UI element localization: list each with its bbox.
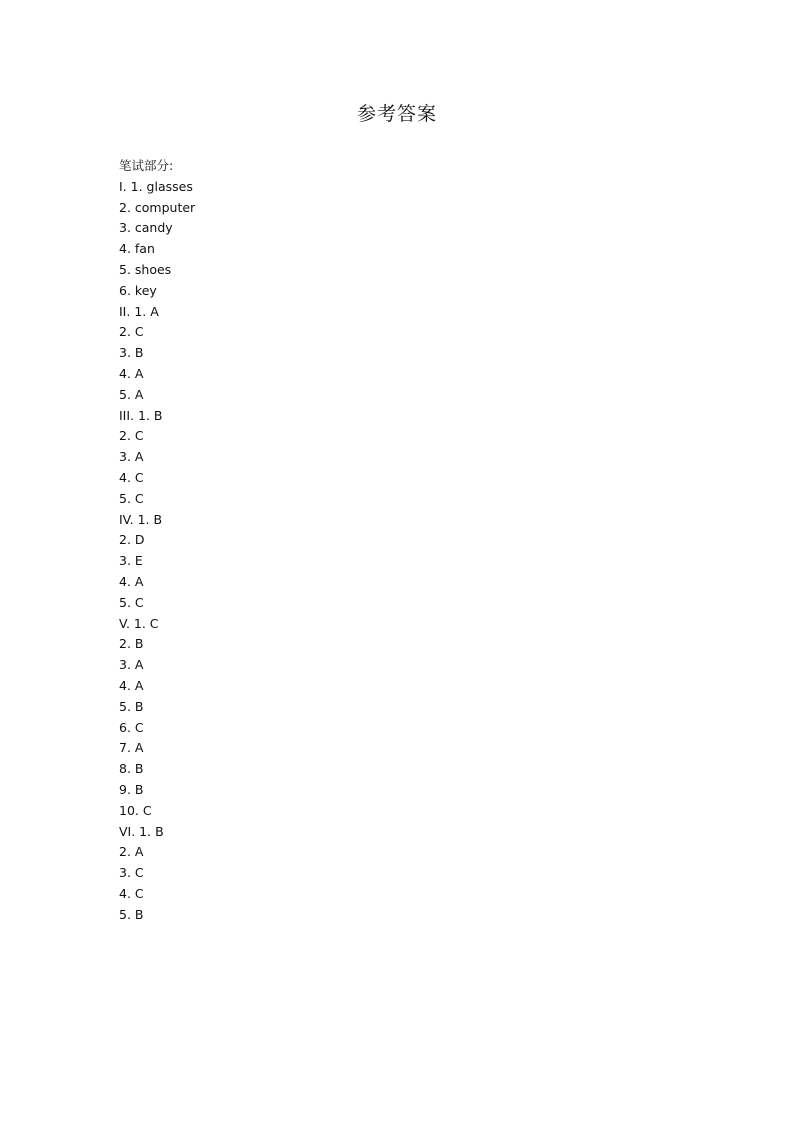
answer-line: 4. A: [119, 677, 144, 693]
answer-line: 3. C: [119, 865, 144, 881]
answer-list: [119, 156, 195, 925]
answer-line: 4. A: [119, 365, 144, 381]
answer-line: 3. A: [119, 657, 144, 673]
answer-line: VI. 1. B: [119, 823, 164, 839]
answer-line: 4. fan: [119, 241, 155, 257]
answer-line: 5. A: [119, 386, 144, 402]
answer-line: 5. shoes: [119, 261, 172, 277]
answer-line: V. 1. C: [119, 615, 159, 631]
answer-line: 3. B: [119, 345, 144, 361]
answer-line: 5. B: [119, 698, 144, 714]
answer-line: 2. A: [119, 844, 144, 860]
page-title: 参考答案: [356, 103, 437, 125]
answer-line: 2. computer: [119, 199, 196, 215]
answer-line: 6. key: [119, 282, 157, 298]
answer-line: IV. 1. B: [119, 511, 163, 527]
answer-line: 10. C: [119, 802, 152, 818]
answer-line: 6. C: [119, 719, 144, 735]
section-heading: 笔试部分:: [119, 158, 174, 173]
answer-line: II. 1. A: [119, 303, 159, 319]
answer-line: 5. C: [119, 594, 144, 610]
answer-line: 4. C: [119, 885, 144, 901]
answer-line: 5. C: [119, 490, 144, 506]
answer-line: 2. C: [119, 428, 144, 444]
answer-line: 7. A: [119, 740, 144, 756]
answer-line: 8. B: [119, 761, 144, 777]
answer-line: 2. D: [119, 532, 145, 548]
answer-line: 9. B: [119, 781, 144, 797]
answer-line: 4. C: [119, 469, 144, 485]
answer-line: 3. candy: [119, 220, 173, 236]
answer-line: 5. B: [119, 906, 144, 922]
answer-line: 2. B: [119, 636, 144, 652]
answer-line: 2. C: [119, 324, 144, 340]
answer-line: 4. A: [119, 573, 144, 589]
answer-line: 3. E: [119, 553, 143, 569]
answer-line: 3. A: [119, 449, 144, 465]
answer-line: I. 1. glasses: [119, 178, 193, 194]
answer-line: III. 1. B: [119, 407, 163, 423]
